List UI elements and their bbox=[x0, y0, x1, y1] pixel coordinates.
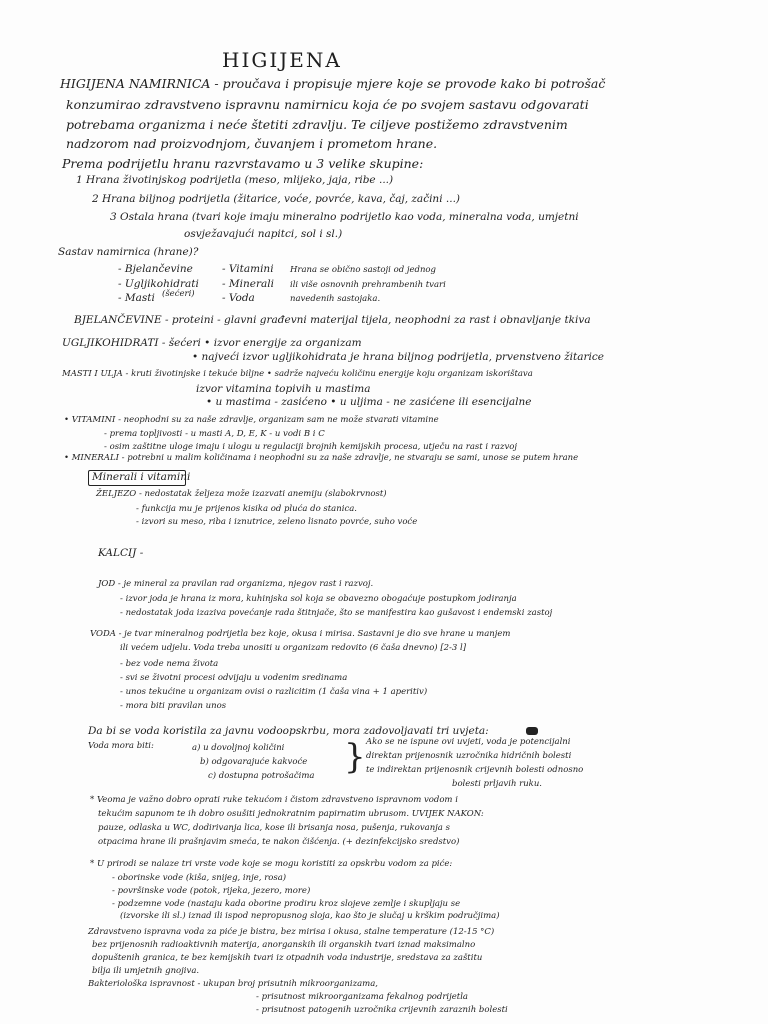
brace: } bbox=[344, 737, 366, 777]
composition-heading: Sastav namirnica (hrane)? bbox=[58, 246, 199, 258]
water-condition: c) dostupna potrošačima bbox=[208, 771, 315, 781]
iron-line: - funkcija mu je prijenos kisika od pluća do stanica. bbox=[136, 504, 357, 514]
water-note: bolesti prljavih ruku. bbox=[452, 779, 542, 789]
bacteriology: - prisutnost mikroorganizama fekalnog podrijetla bbox=[256, 992, 468, 1002]
handwashing-note: * Veoma je važno dobro oprati ruke tekućom i čistom zdravstveno ispravnom vodom i bbox=[90, 795, 458, 805]
nutrient-vitamins: - osim zaštitne uloge imaju i ulogu u regulaciji brojnih kemijskih procesa, utječu na rast i razvoj bbox=[104, 442, 518, 452]
water-line: - unos tekućine u organizam ovisi o razlicitim (1 čaša vina + 1 aperitiv) bbox=[120, 687, 428, 697]
nature-water: - oborinske vode (kiša, snijeg, inje, rosa) bbox=[112, 873, 287, 883]
potable-water: dopuštenih granica, te bez kemijskih tvari iz otpadnih voda industrije, sredstava za zaštitu bbox=[92, 953, 483, 963]
water-note: Ako se ne ispune ovi uvjeti, voda je potencijalni bbox=[366, 737, 571, 747]
nutrient-vitamins: - prema topljivosti - u masti A, D, E, K - u vodi B i C bbox=[104, 429, 325, 439]
water-line: VODA - je tvar mineralnog podrijetla bez koje, okusa i mirisa. Sastavni je dio sve hrane u manjem bbox=[90, 629, 511, 639]
composition-note: Hrana se obično sastoji od jednog bbox=[290, 265, 436, 275]
composition-item: - Vitamini bbox=[222, 263, 274, 275]
nutrient-carbs: UGLJIKOHIDRATI - šećeri • izvor energije za organizam bbox=[62, 337, 362, 349]
iodine-line: JOD - je mineral za pravilan rad organizma, njegov rast i razvoj. bbox=[98, 579, 374, 589]
composition-note: navedenih sastojaka. bbox=[290, 294, 381, 304]
nutrient-proteins: BJELANČEVINE - proteini - glavni građevni materijal tijela, neophodni za rast i obnavljanje tkiva bbox=[74, 314, 591, 326]
composition-item: - Masti bbox=[118, 292, 155, 304]
nature-water: (izvorske ili sl.) iznad ili ispod nepropusnog sloja, kao što je slučaj u krškim područjima) bbox=[120, 911, 500, 921]
handwashing-note: pauze, odlaska u WC, dodirivanja lica, kose ili brisanja nosa, pušenja, rukovanja s bbox=[98, 823, 450, 833]
iodine-line: - nedostatak joda izaziva povećanje rada štitnjače, što se manifestira kao gušavost i endemski zastoj bbox=[120, 608, 553, 618]
water-condition: a) u dovoljnoj količini bbox=[192, 743, 285, 753]
composition-note: ili više osnovnih prehrambenih tvari bbox=[290, 280, 446, 290]
intro-line: nadzorom nad proizvodnjom, čuvanjem i prometom hrane. bbox=[66, 136, 438, 151]
bacteriology: Bakteriološka ispravnost - ukupan broj prisutnih mikroorganizama, bbox=[88, 979, 378, 989]
water-note: direktan prijenosnik uzročnika hidričnih bolesti bbox=[366, 751, 572, 761]
handwashing-note: otpacima hrane ili prašnjavim smeća, te nakon čišćenja. (+ dezinfekcijsko sredstvo) bbox=[98, 837, 460, 847]
nutrient-fats: izvor vitamina topivih u mastima bbox=[196, 383, 371, 395]
nutrient-carbs: • najveći izvor ugljikohidrata je hrana biljnog podrijetla, prvenstveno žitarice bbox=[192, 351, 604, 363]
potable-water: bez prijenosnih radioaktivnih materija, anorganskih ili organskih tvari iznad maksimalno bbox=[92, 940, 476, 950]
nutrient-fats: MASTI I ULJA - kruti životinjske i tekuće biljne • sadrže najveću količinu energije koju organizam iskorištava bbox=[62, 369, 533, 379]
calcium-line: KALCIJ - bbox=[98, 547, 144, 559]
intro-line: HIGIJENA NAMIRNICA - proučava i propisuje mjere koje se provode kako bi potrošač bbox=[60, 76, 606, 91]
origin-item: 3 Ostala hrana (tvari koje imaju mineralno podrijetlo kao voda, mineralna voda, umjetni bbox=[110, 211, 579, 223]
water-line: - svi se životni procesi odvijaju u vodenim sredinama bbox=[120, 673, 348, 683]
water-supply-line: Da bi se voda koristila za javnu vodoopskrbu, mora zadovoljavati tri uvjeta: bbox=[88, 725, 489, 737]
nutrient-vitamins: • VITAMINI - neophodni su za naše zdravlje, organizam sam ne može stvarati vitamine bbox=[64, 415, 439, 425]
origin-item: 1 Hrana životinjskog podrijetla (meso, mlijeko, jaja, ribe ...) bbox=[76, 174, 394, 186]
nature-water: - podzemne vode (nastaju kada oborine prodiru kroz slojeve zemlje i skupljaju se bbox=[112, 899, 461, 909]
iodine-line: - izvor joda je hrana iz mora, kuhinjska sol koja se obavezno obogaćuje postupkom jodiranja bbox=[120, 594, 517, 604]
water-line: - bez vode nema života bbox=[120, 659, 219, 669]
water-condition: b) odgovarajuće kakvoće bbox=[200, 757, 308, 767]
page-title: HIGIJENA bbox=[222, 48, 342, 72]
bacteriology: - prisutnost patogenih uzročnika crijevnih zaraznih bolesti bbox=[256, 1005, 508, 1015]
nature-water: - površinske vode (potok, rijeka, jezero, more) bbox=[112, 886, 311, 896]
handwashing-note: tekućim sapunom te ih dobro osušiti jednokratnim papirnatim ubrusom. UVIJEK NAKON: bbox=[98, 809, 484, 819]
iron-line: ŽELJEZO - nedostatak željeza može izazvati anemiju (slabokrvnost) bbox=[96, 489, 387, 499]
nature-water: * U prirodi se nalaze tri vrste vode koje se mogu koristiti za opskrbu vodom za piće: bbox=[90, 859, 453, 869]
iron-line: - izvori su meso, riba i iznutrice, zeleno lisnato povrće, suho voće bbox=[136, 517, 418, 527]
ink-blot bbox=[526, 727, 538, 735]
origin-item: 2 Hrana biljnog podrijetla (žitarice, voće, povrće, kava, čaj, začini ...) bbox=[92, 193, 460, 205]
origin-item: osvježavajući napitci, sol i sl.) bbox=[184, 228, 343, 240]
composition-item: - Voda bbox=[222, 292, 255, 304]
minerals-vitamins-label: Minerali i vitamini bbox=[92, 471, 191, 483]
water-line: ili većem udjelu. Voda treba unositi u organizam redovito (6 čaša dnevno) [2-3 l] bbox=[120, 643, 467, 653]
composition-item: - Ugljikohidrati bbox=[118, 278, 199, 290]
water-note: te indirektan prijenosnik crijevnih bolesti odnosno bbox=[366, 765, 584, 775]
composition-item: - Bjelančevine bbox=[118, 263, 193, 275]
potable-water: Zdravstveno ispravna voda za piće je bistra, bez mirisa i okusa, stalne temperature (12-15 °C) bbox=[88, 927, 495, 937]
water-supply-line: Voda mora biti: bbox=[88, 741, 154, 751]
intro-line: potrebama organizma i neće štetiti zdravlju. Te ciljeve postižemo zdravstvenim bbox=[66, 117, 568, 132]
composition-note: (šećeri) bbox=[162, 289, 195, 299]
composition-item: - Minerali bbox=[222, 278, 274, 290]
potable-water: bilja ili umjetnih gnojiva. bbox=[92, 966, 200, 976]
origin-heading: Prema podrijetlu hranu razvrstavamo u 3 velike skupine: bbox=[62, 156, 424, 171]
nutrient-fats: • u mastima - zasićeno • u uljima - ne zasićene ili esencijalne bbox=[206, 396, 532, 408]
water-line: - mora biti pravilan unos bbox=[120, 701, 227, 711]
nutrient-minerals: • MINERALI - potrebni u malim količinama i neophodni su za naše zdravlje, ne stvaraju se sami, unose se putem hrane bbox=[64, 453, 579, 463]
intro-line: konzumirao zdravstveno ispravnu namirnicu koja će po svojem sastavu odgovarati bbox=[66, 97, 589, 112]
